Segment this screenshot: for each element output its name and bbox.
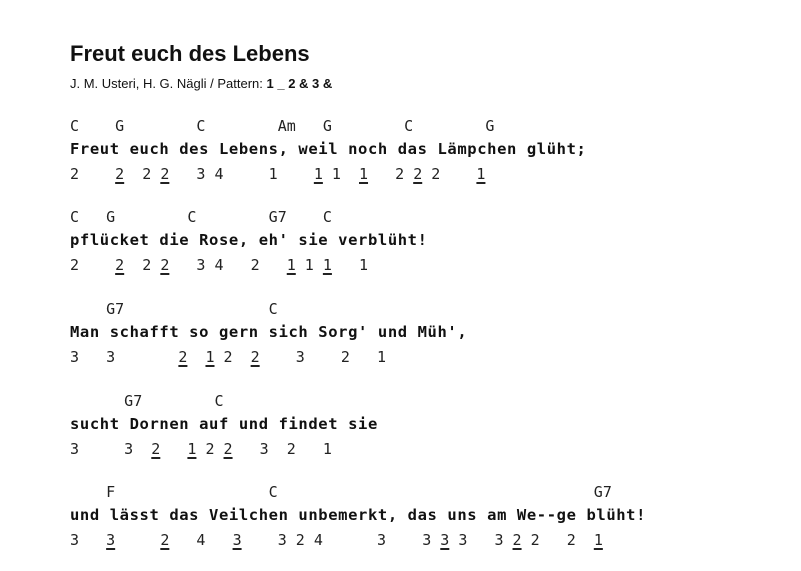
beat-segment: 2 — [214, 348, 251, 366]
underlined-beat: 2 — [160, 256, 170, 274]
underlined-beat: 1 — [593, 531, 603, 549]
underlined-beat: 2 — [512, 531, 522, 549]
underlined-beat: 3 — [106, 531, 116, 549]
beat-segment: 1 — [295, 256, 323, 274]
verse-line-1 — [70, 114, 770, 186]
beat-segment: 3 3 — [70, 348, 179, 366]
beat-segment: 2 — [368, 165, 414, 183]
underlined-beat: 2 — [160, 165, 170, 183]
beat-segment: 2 — [70, 165, 116, 183]
chord-line: F C G7 — [70, 483, 612, 501]
beat-segment: 2 — [422, 165, 477, 183]
underlined-beat: 1 — [187, 440, 197, 458]
underlined-beat: 1 — [205, 348, 215, 366]
lyric-line: Freut euch des Lebens, weil noch das Lämpchen glüht; — [70, 140, 587, 158]
beat-segment: 2 — [70, 256, 116, 274]
underlined-beat: 3 — [440, 531, 450, 549]
underlined-beat: 2 — [178, 348, 188, 366]
lyric-line: pflücket die Rose, eh' sie verblüht! — [70, 231, 428, 249]
beat-segment: 2 — [124, 165, 161, 183]
beat-line — [70, 253, 368, 277]
beat-line — [70, 345, 386, 369]
song-credits — [70, 75, 332, 93]
underlined-beat: 2 — [160, 531, 170, 549]
underlined-beat: 1 — [322, 256, 332, 274]
underlined-beat: 2 — [250, 348, 260, 366]
underlined-beat: 1 — [476, 165, 486, 183]
chord-line: C G C G7 C — [70, 208, 332, 226]
underlined-beat: 2 — [151, 440, 161, 458]
beat-segment: 3 2 1 — [232, 440, 332, 458]
chord-line: C G C Am G C G — [70, 117, 495, 135]
underlined-beat: 3 — [232, 531, 242, 549]
beat-segment: 3 — [70, 531, 107, 549]
beat-segment: 2 2 — [521, 531, 594, 549]
beat-segment — [115, 531, 160, 549]
underlined-beat: 1 — [359, 165, 369, 183]
beat-segment — [160, 440, 187, 458]
beat-line — [70, 528, 603, 552]
underlined-beat: 1 — [286, 256, 296, 274]
beat-segment: 1 — [322, 165, 359, 183]
beat-line — [70, 437, 332, 461]
beat-segment: 1 — [331, 256, 369, 274]
underlined-beat: 2 — [413, 165, 423, 183]
beat-segment: 3 4 2 — [169, 256, 287, 274]
beat-segment: 3 2 4 3 3 — [241, 531, 441, 549]
underlined-beat: 2 — [223, 440, 233, 458]
beat-line — [70, 162, 485, 186]
beat-segment: 3 3 — [70, 440, 152, 458]
verse-line-4 — [70, 389, 770, 461]
credits-text: J. M. Usteri, H. G. Nägli / Pattern: — [70, 76, 263, 91]
beat-segment: 3 3 — [449, 531, 513, 549]
lyric-line: sucht Dornen auf und findet sie — [70, 415, 378, 433]
verse-line-5 — [70, 480, 770, 552]
lyric-line: Man schafft so gern sich Sorg' und Müh', — [70, 323, 468, 341]
beat-segment: 4 — [169, 531, 233, 549]
chord-line: G7 C — [70, 392, 224, 410]
underlined-beat: 2 — [115, 256, 125, 274]
chord-line: G7 C — [70, 300, 278, 318]
beat-segment — [187, 348, 205, 366]
beat-segment: 3 2 1 — [259, 348, 387, 366]
lyric-line: und lässt das Veilchen unbemerkt, das uns am We--ge blüht! — [70, 506, 647, 524]
beat-segment: 3 4 1 — [169, 165, 314, 183]
beat-segment: 2 — [124, 256, 161, 274]
underlined-beat: 2 — [115, 165, 125, 183]
song-title: Freut euch des Lebens — [70, 41, 310, 66]
verse-line-3 — [70, 297, 770, 369]
underlined-beat: 1 — [313, 165, 323, 183]
verse-line-2 — [70, 205, 770, 277]
strum-pattern: 1 _ 2 & 3 & — [266, 76, 333, 91]
beat-segment: 2 — [196, 440, 224, 458]
